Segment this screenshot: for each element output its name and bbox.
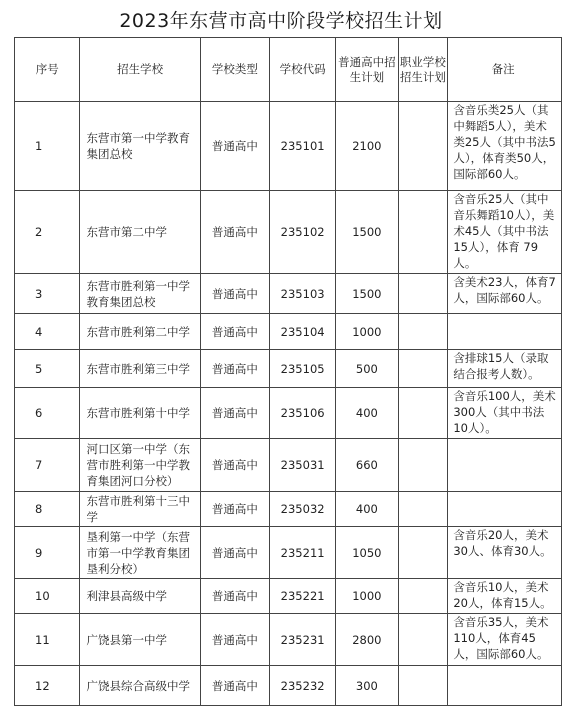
- row-remarks: 含音乐类25人（其中舞蹈5人），美术类25人（其中书法5人），体育类50人，国际部60人。: [448, 102, 562, 191]
- row-school-type: 普通高中: [200, 666, 269, 706]
- row-school: 东营市第二中学: [80, 191, 200, 274]
- header-school-code: 学校代码: [270, 38, 336, 102]
- table-row: [15, 191, 562, 274]
- page-title: 2023年东营市高中阶段学校招生计划: [119, 10, 443, 32]
- row-school-code: 235106: [270, 388, 336, 439]
- row-remarks: [448, 666, 562, 706]
- row-school-type: 普通高中: [200, 314, 269, 350]
- table-row: [15, 388, 562, 439]
- row-general-plan: 2100: [336, 102, 398, 191]
- row-school-code: 235211: [270, 527, 336, 579]
- row-school-type: 普通高中: [200, 527, 269, 579]
- row-school-code: 235221: [270, 579, 336, 614]
- row-remarks: 含排球15人（录取结合报考人数）。: [448, 350, 562, 388]
- table-row: [15, 274, 562, 314]
- table-row: [15, 439, 562, 492]
- row-index: 12: [15, 666, 80, 706]
- row-school: 广饶县综合高级中学: [80, 666, 200, 706]
- table-row: [15, 492, 562, 527]
- row-school-type: 普通高中: [200, 579, 269, 614]
- row-school-code: 235231: [270, 614, 336, 666]
- row-vocational-plan: [398, 492, 448, 527]
- row-school: 东营市胜利第三中学: [80, 350, 200, 388]
- row-general-plan: 400: [336, 388, 398, 439]
- row-index: 5: [15, 350, 80, 388]
- row-vocational-plan: [398, 314, 448, 350]
- row-school-code: 235102: [270, 191, 336, 274]
- row-school-type: 普通高中: [200, 191, 269, 274]
- row-index: 9: [15, 527, 80, 579]
- row-school: 东营市胜利第十三中学: [80, 492, 200, 527]
- table-row: [15, 666, 562, 706]
- header-vocational-plan: 职业学校招生计划: [398, 38, 448, 102]
- row-remarks: 含美术23人，体育7人，国际部60人。: [448, 274, 562, 314]
- row-vocational-plan: [398, 439, 448, 492]
- row-general-plan: 1500: [336, 274, 398, 314]
- row-index: 10: [15, 579, 80, 614]
- table-row: [15, 527, 562, 579]
- row-general-plan: 1000: [336, 314, 398, 350]
- row-general-plan: 660: [336, 439, 398, 492]
- row-index: 3: [15, 274, 80, 314]
- row-school: 河口区第一中学（东营市胜利第一中学教育集团河口分校）: [80, 439, 200, 492]
- row-remarks: 含音乐35人，美术110人，体育45人，国际部60人。: [448, 614, 562, 666]
- row-school-type: 普通高中: [200, 274, 269, 314]
- row-school-code: 235031: [270, 439, 336, 492]
- row-school: 利津县高级中学: [80, 579, 200, 614]
- row-index: 6: [15, 388, 80, 439]
- table-row: [15, 614, 562, 666]
- row-school-code: 235103: [270, 274, 336, 314]
- table-row: [15, 350, 562, 388]
- row-vocational-plan: [398, 527, 448, 579]
- row-school: 广饶县第一中学: [80, 614, 200, 666]
- row-school-type: 普通高中: [200, 102, 269, 191]
- row-remarks: 含音乐20人，美术30人、体育30人。: [448, 527, 562, 579]
- row-vocational-plan: [398, 614, 448, 666]
- row-vocational-plan: [398, 102, 448, 191]
- row-index: 4: [15, 314, 80, 350]
- row-general-plan: 1050: [336, 527, 398, 579]
- row-school-code: 235104: [270, 314, 336, 350]
- enrollment-plan-table: [14, 37, 562, 706]
- header-school: 招生学校: [80, 38, 200, 102]
- row-school-code: 235105: [270, 350, 336, 388]
- row-general-plan: 300: [336, 666, 398, 706]
- row-vocational-plan: [398, 388, 448, 439]
- row-general-plan: 1500: [336, 191, 398, 274]
- header-school-type: 学校类型: [200, 38, 269, 102]
- row-vocational-plan: [398, 350, 448, 388]
- row-vocational-plan: [398, 666, 448, 706]
- table-header-row: [15, 38, 562, 102]
- row-remarks: 含音乐100人，美术300人（其中书法10人）。: [448, 388, 562, 439]
- row-school: 东营市胜利第二中学: [80, 314, 200, 350]
- row-school: 东营市胜利第一中学教育集团总校: [80, 274, 200, 314]
- row-index: 2: [15, 191, 80, 274]
- row-vocational-plan: [398, 579, 448, 614]
- row-general-plan: 400: [336, 492, 398, 527]
- row-remarks: 含音乐10人，美术20人，体育15人。: [448, 579, 562, 614]
- row-school-type: 普通高中: [200, 388, 269, 439]
- row-school: 东营市胜利第十中学: [80, 388, 200, 439]
- row-school-type: 普通高中: [200, 492, 269, 527]
- row-index: 7: [15, 439, 80, 492]
- header-remarks: 备注: [448, 38, 562, 102]
- row-vocational-plan: [398, 191, 448, 274]
- table-row: [15, 102, 562, 191]
- row-remarks: [448, 439, 562, 492]
- row-school: 东营市第一中学教育集团总校: [80, 102, 200, 191]
- row-school-code: 235101: [270, 102, 336, 191]
- row-index: 1: [15, 102, 80, 191]
- row-index: 8: [15, 492, 80, 527]
- row-remarks: 含音乐25人（其中音乐舞蹈10人），美术45人（其中书法15人），体育 79人。: [448, 191, 562, 274]
- header-general-plan: 普通高中招生计划: [336, 38, 398, 102]
- row-school-code: 235232: [270, 666, 336, 706]
- row-school-code: 235032: [270, 492, 336, 527]
- row-school-type: 普通高中: [200, 350, 269, 388]
- table-row: [15, 314, 562, 350]
- row-general-plan: 500: [336, 350, 398, 388]
- row-school-type: 普通高中: [200, 614, 269, 666]
- table-row: [15, 579, 562, 614]
- row-general-plan: 1000: [336, 579, 398, 614]
- row-index: 11: [15, 614, 80, 666]
- row-vocational-plan: [398, 274, 448, 314]
- header-index: 序号: [15, 38, 80, 102]
- row-school: 垦利第一中学（东营市第一中学教育集团垦利分校）: [80, 527, 200, 579]
- row-general-plan: 2800: [336, 614, 398, 666]
- row-school-type: 普通高中: [200, 439, 269, 492]
- row-remarks: [448, 314, 562, 350]
- row-remarks: [448, 492, 562, 527]
